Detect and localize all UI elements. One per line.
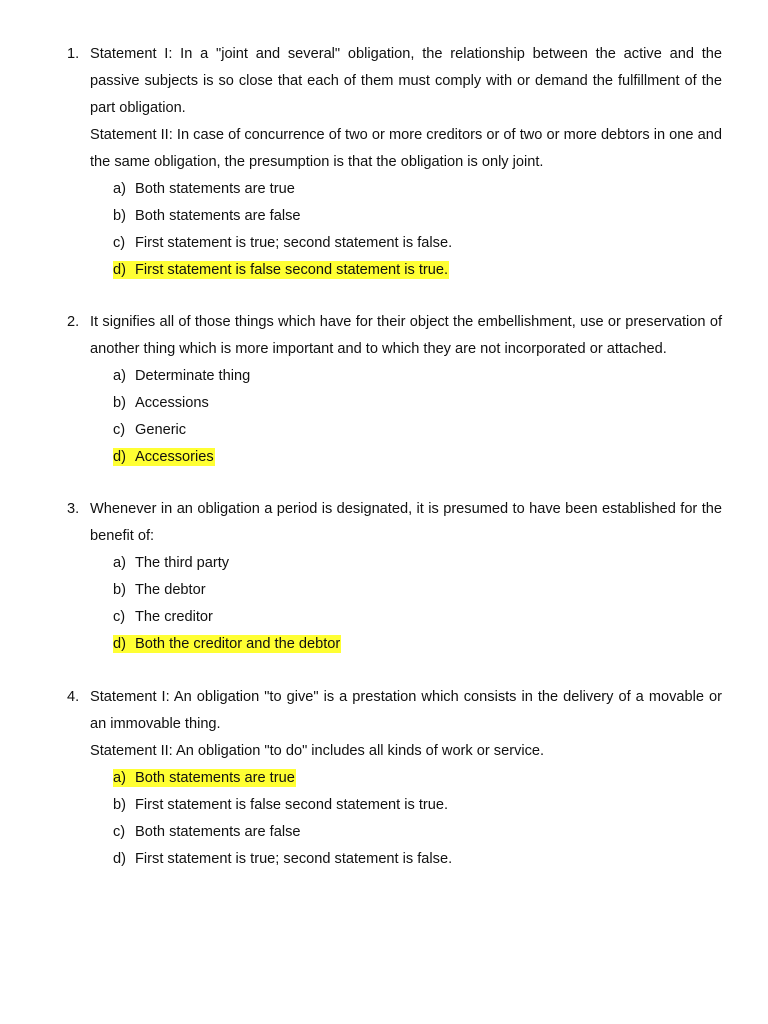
choice-text: Accessories xyxy=(135,449,214,465)
choice-text: First statement is true; second statement is false. xyxy=(135,235,453,251)
choice-highlight xyxy=(113,367,251,385)
choice-letter: a) xyxy=(113,555,126,571)
question-number: 2. xyxy=(67,314,80,330)
choice-letter: a) xyxy=(113,770,126,786)
choice-letter: d) xyxy=(113,636,126,652)
choice-text: The debtor xyxy=(135,582,206,598)
choice-list xyxy=(90,550,722,658)
choice-text: Determinate thing xyxy=(135,368,251,384)
choice-list xyxy=(90,765,722,873)
choice-letter: d) xyxy=(113,449,126,465)
question-3 xyxy=(0,496,768,658)
choice-highlight xyxy=(113,635,341,653)
question-1 xyxy=(0,41,768,284)
choice-highlight xyxy=(113,207,301,225)
choice-highlight xyxy=(113,769,296,787)
choice-highlight xyxy=(113,448,215,466)
choice-highlight xyxy=(113,180,296,198)
choice-highlight xyxy=(113,796,449,814)
choice-letter: d) xyxy=(113,262,126,278)
choice-b xyxy=(113,203,722,230)
choice-text: First statement is false second statement is true. xyxy=(135,797,449,813)
choice-text: The creditor xyxy=(135,609,213,625)
choice-letter: a) xyxy=(113,181,126,197)
choice-a xyxy=(113,550,722,577)
choice-c xyxy=(113,604,722,631)
choice-b xyxy=(113,390,722,417)
choice-d xyxy=(113,631,722,658)
choice-c xyxy=(113,417,722,444)
choice-text: First statement is false second statement is true. xyxy=(135,262,449,278)
choice-letter: c) xyxy=(113,235,126,251)
question-paragraph: Statement I: An obligation "to give" is a prestation which consists in the delivery of a movable or an immovable thing. xyxy=(90,689,722,732)
choice-highlight xyxy=(113,394,210,412)
question-2 xyxy=(0,309,768,471)
choice-d xyxy=(113,846,722,873)
choice-highlight xyxy=(113,554,230,572)
question-paragraph: Statement I: In a "joint and several" obligation, the relationship between the active and the passive subjects is so close that each of them must comply with or demand the fulfillment of the part obligation. xyxy=(90,46,722,116)
question-body xyxy=(90,41,722,284)
choice-letter: b) xyxy=(113,395,126,411)
choice-letter: d) xyxy=(113,851,126,867)
question-number: 1. xyxy=(67,46,80,62)
choice-a xyxy=(113,363,722,390)
choice-list xyxy=(90,363,722,471)
choice-text: Both the creditor and the debtor xyxy=(135,636,341,652)
question-number: 3. xyxy=(67,501,80,517)
question-4 xyxy=(0,684,768,873)
choice-c xyxy=(113,819,722,846)
choice-highlight xyxy=(113,850,453,868)
choice-text: The third party xyxy=(135,555,230,571)
question-body xyxy=(90,496,722,658)
choice-text: Both statements are false xyxy=(135,824,301,840)
choice-c xyxy=(113,230,722,257)
choice-highlight xyxy=(113,421,187,439)
choice-highlight xyxy=(113,581,207,599)
question-paragraph: It signifies all of those things which have for their object the embellishment, use or preservation of another thing which is more important and to which they are not incorporated or attached. xyxy=(90,314,722,357)
choice-text: Both statements are false xyxy=(135,208,301,224)
choice-highlight xyxy=(113,823,301,841)
choice-text: First statement is true; second statement is false. xyxy=(135,851,453,867)
choice-letter: b) xyxy=(113,797,126,813)
choice-letter: c) xyxy=(113,824,126,840)
question-paragraph: Statement II: An obligation "to do" includes all kinds of work or service. xyxy=(90,743,545,759)
question-body xyxy=(90,309,722,471)
question-body xyxy=(90,684,722,873)
choice-a xyxy=(113,765,722,792)
choice-highlight xyxy=(113,608,214,626)
choice-text: Generic xyxy=(135,422,187,438)
choice-letter: b) xyxy=(113,582,126,598)
question-paragraph: Whenever in an obligation a period is designated, it is presumed to have been established for the benefit of: xyxy=(90,501,722,544)
choice-d xyxy=(113,444,722,471)
choice-list xyxy=(90,176,722,284)
question-paragraph: Statement II: In case of concurrence of two or more creditors or of two or more debtors in one and the same obligation, the presumption is that the obligation is only joint. xyxy=(90,127,722,170)
choice-letter: a) xyxy=(113,368,126,384)
choice-b xyxy=(113,577,722,604)
choice-b xyxy=(113,792,722,819)
choice-letter: c) xyxy=(113,422,126,438)
choice-highlight xyxy=(113,234,453,252)
question-number: 4. xyxy=(67,689,80,705)
choice-text: Accessions xyxy=(135,395,209,411)
choice-letter: c) xyxy=(113,609,126,625)
choice-text: Both statements are true xyxy=(135,770,295,786)
choice-a xyxy=(113,176,722,203)
choice-letter: b) xyxy=(113,208,126,224)
choice-text: Both statements are true xyxy=(135,181,295,197)
choice-d xyxy=(113,257,722,284)
choice-highlight xyxy=(113,261,449,279)
